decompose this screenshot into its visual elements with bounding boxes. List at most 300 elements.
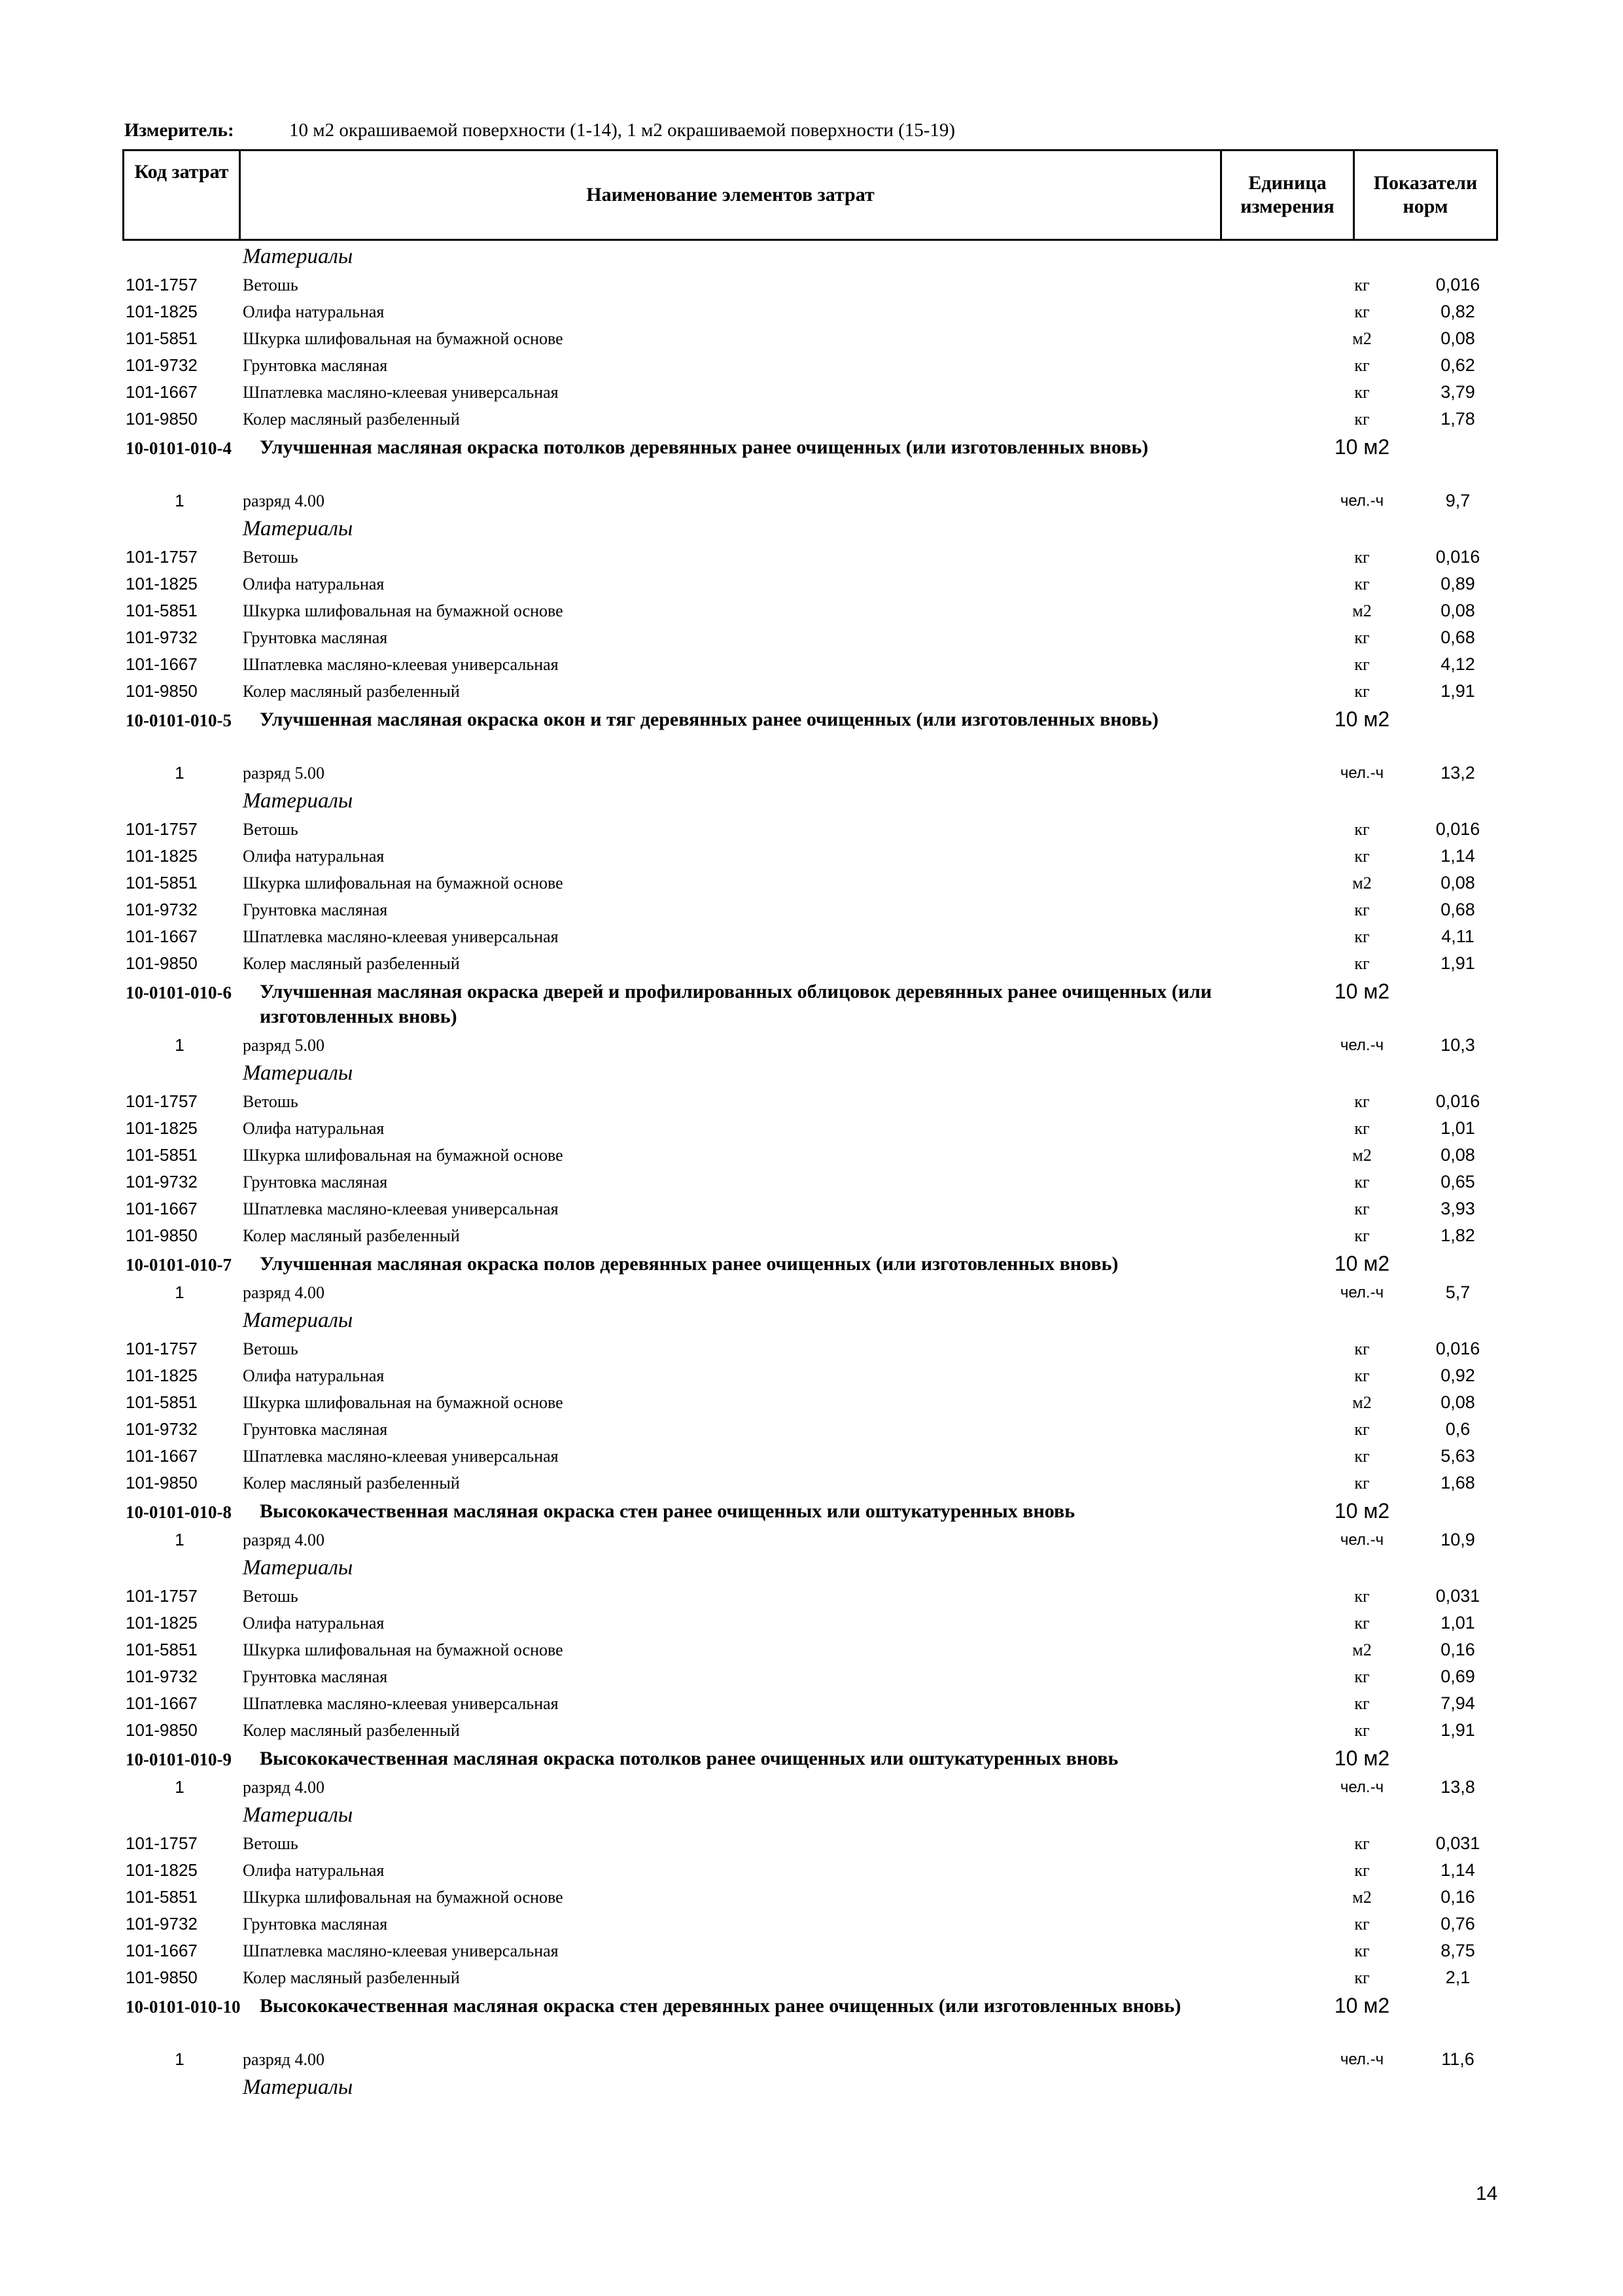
cost-code: 101-1825 (126, 846, 198, 866)
element-name: Шпатлевка масляно-клеевая универсальная (243, 1941, 559, 1960)
cost-code: 101-1667 (126, 382, 198, 402)
material-row (122, 1416, 1498, 1443)
unit-of-measure: кг (1354, 1226, 1370, 1245)
cost-code: 101-1757 (126, 275, 198, 294)
table-header (122, 149, 1498, 241)
material-row (122, 544, 1498, 571)
unit-of-measure: кг (1354, 655, 1370, 674)
unit-of-measure: м2 (1352, 874, 1372, 892)
element-name: разряд 5.00 (243, 764, 324, 783)
norm-value: 1,91 (1440, 681, 1475, 701)
unit-of-measure: кг (1354, 1366, 1370, 1385)
element-name: Шпатлевка масляно-клеевая универсальная (243, 1199, 559, 1218)
material-row (122, 1222, 1498, 1249)
unit-of-measure: 10 м2 (1334, 1994, 1390, 2017)
material-row (122, 1443, 1498, 1470)
norm-value: 0,031 (1435, 1586, 1480, 1606)
unit-of-measure: кг (1354, 1420, 1370, 1439)
unit-of-measure: кг (1354, 383, 1370, 402)
materials-heading-row (122, 2073, 1498, 2102)
element-name: Колер масляный разбеленный (243, 1721, 460, 1740)
material-row (122, 816, 1498, 843)
element-name: Грунтовка масляная (243, 1667, 388, 1686)
element-name: Грунтовка масляная (243, 356, 388, 375)
element-name: Грунтовка масляная (243, 900, 388, 919)
cost-code: 101-5851 (126, 1392, 198, 1412)
unit-of-measure: кг (1354, 954, 1370, 973)
unit-of-measure: кг (1354, 1915, 1370, 1934)
cost-code: 101-9850 (126, 1473, 198, 1492)
unit-of-measure: чел.-ч (1340, 1284, 1384, 1301)
element-name: Колер масляный разбеленный (243, 1474, 460, 1492)
norm-value: 0,69 (1440, 1667, 1475, 1686)
materials-heading: Материалы (243, 789, 353, 813)
material-row (122, 1389, 1498, 1416)
element-name: разряд 4.00 (243, 1283, 324, 1302)
cost-code: 101-5851 (126, 601, 198, 620)
norms-table-body (122, 242, 1498, 2102)
column-header-norm-line1: Показатели (1373, 172, 1478, 194)
materials-heading: Материалы (243, 517, 353, 540)
materials-heading-row (122, 1801, 1498, 1830)
cost-code: 101-1825 (126, 1613, 198, 1633)
labor-rate-row (122, 487, 1498, 514)
unit-of-measure: кг (1354, 1447, 1370, 1466)
cost-code: 101-5851 (126, 873, 198, 892)
norm-value: 0,62 (1440, 355, 1475, 375)
work-item-row (122, 705, 1498, 760)
cost-code: 10-0101-010-8 (126, 1502, 232, 1522)
unit-of-measure: м2 (1352, 1146, 1372, 1165)
cost-code: 10-0101-010-10 (126, 1997, 241, 2017)
element-name: Ветошь (243, 1092, 298, 1111)
cost-code: 101-1757 (126, 1091, 198, 1111)
cost-code: 101-1757 (126, 819, 198, 839)
column-header-norm (1354, 150, 1497, 240)
cost-code: 101-9850 (126, 1968, 198, 1987)
unit-of-measure: кг (1354, 900, 1370, 919)
unit-of-measure: кг (1354, 410, 1370, 429)
cost-code: 1 (175, 2049, 184, 2069)
element-name: разряд 4.00 (243, 491, 324, 510)
materials-heading-row (122, 242, 1498, 272)
materials-heading: Материалы (243, 245, 353, 268)
material-row (122, 1169, 1498, 1195)
cost-code: 1 (175, 1035, 184, 1055)
element-name: Высококачественная масляная окраска потолков ранее очищенных или оштукатуренных вновь (260, 1748, 1119, 1769)
materials-heading-row (122, 1306, 1498, 1335)
unit-of-measure: кг (1354, 1199, 1370, 1218)
materials-heading-row (122, 514, 1498, 544)
cost-code: 101-1757 (126, 1586, 198, 1606)
element-name: Олифа натуральная (243, 1861, 385, 1880)
unit-of-measure: м2 (1352, 1393, 1372, 1412)
element-name: Колер масляный разбеленный (243, 954, 460, 973)
norm-value: 5,7 (1445, 1282, 1471, 1302)
unit-of-measure: кг (1354, 548, 1370, 567)
unit-of-measure: кг (1354, 1092, 1370, 1111)
unit-of-measure: чел.-ч (1340, 1778, 1384, 1796)
unit-of-measure: кг (1354, 1667, 1370, 1686)
norm-value: 0,031 (1435, 1833, 1480, 1853)
element-name: Олифа натуральная (243, 1366, 385, 1385)
cost-code: 101-9850 (126, 409, 198, 429)
unit-of-measure: чел.-ч (1340, 2051, 1384, 2068)
unit-of-measure: чел.-ч (1340, 1036, 1384, 1054)
element-name: разряд 4.00 (243, 2050, 324, 2069)
norm-value: 0,08 (1440, 601, 1475, 620)
unit-of-measure: кг (1354, 1694, 1370, 1713)
material-row (122, 1115, 1498, 1142)
material-row (122, 1911, 1498, 1937)
norm-value: 1,01 (1440, 1613, 1475, 1633)
cost-code: 101-1667 (126, 1693, 198, 1713)
cost-code: 101-1757 (126, 1339, 198, 1358)
materials-heading-row (122, 786, 1498, 816)
material-row (122, 1610, 1498, 1636)
unit-of-measure: чел.-ч (1340, 1531, 1384, 1549)
element-name: Колер масляный разбеленный (243, 1968, 460, 1987)
element-name: Шкурка шлифовальная на бумажной основе (243, 874, 563, 892)
cost-code: 101-9732 (126, 1419, 198, 1439)
material-row (122, 651, 1498, 678)
cost-code: 1 (175, 1530, 184, 1549)
element-name: Улучшенная масляная окраска дверей и профилированных облицовок деревянных ранее очищенных (или изготовленных вновь) (260, 981, 1212, 1027)
work-item-row (122, 977, 1498, 1032)
norm-value: 10,9 (1440, 1530, 1475, 1549)
material-row (122, 1470, 1498, 1496)
cost-code: 101-1825 (126, 1118, 198, 1138)
norm-value: 1,82 (1440, 1226, 1475, 1245)
element-name: Шкурка шлифовальная на бумажной основе (243, 1393, 563, 1412)
element-name: Колер масляный разбеленный (243, 410, 460, 429)
norm-value: 0,92 (1440, 1366, 1475, 1385)
norm-value: 2,1 (1445, 1968, 1471, 1987)
norm-value: 0,89 (1440, 574, 1475, 593)
unit-of-measure: 10 м2 (1334, 435, 1390, 459)
element-name: Шпатлевка масляно-клеевая универсальная (243, 655, 559, 674)
element-name: Ветошь (243, 1587, 298, 1606)
norm-value: 0,6 (1445, 1419, 1471, 1439)
material-row (122, 352, 1498, 379)
work-item-row (122, 1744, 1498, 1774)
norm-value: 3,93 (1440, 1199, 1475, 1218)
cost-code: 101-1825 (126, 302, 198, 321)
element-name: Колер масляный разбеленный (243, 1226, 460, 1245)
cost-code: 101-9850 (126, 681, 198, 701)
element-name: Шкурка шлифовальная на бумажной основе (243, 1146, 563, 1165)
cost-code: 101-9732 (126, 1172, 198, 1192)
measure-header (124, 120, 956, 141)
norm-value: 1,91 (1440, 1720, 1475, 1740)
element-name: Грунтовка масляная (243, 1915, 388, 1934)
norm-value: 0,08 (1440, 1145, 1475, 1165)
material-row (122, 950, 1498, 977)
element-name: Грунтовка масляная (243, 1173, 388, 1192)
norm-value: 0,016 (1435, 819, 1480, 839)
material-row (122, 923, 1498, 950)
unit-of-measure: кг (1354, 1587, 1370, 1606)
material-row (122, 1142, 1498, 1169)
material-row (122, 1717, 1498, 1744)
element-name: Грунтовка масляная (243, 628, 388, 647)
cost-code: 101-9732 (126, 1914, 198, 1934)
norm-value: 4,12 (1440, 654, 1475, 674)
norm-value: 1,68 (1440, 1473, 1475, 1492)
norm-value: 0,08 (1440, 1392, 1475, 1412)
norm-value: 5,63 (1440, 1446, 1475, 1466)
column-header-name: Наименование элементов затрат (240, 150, 1221, 240)
materials-heading: Материалы (243, 1803, 353, 1827)
norm-value: 0,08 (1440, 328, 1475, 348)
material-row (122, 298, 1498, 325)
element-name: Ветошь (243, 1339, 298, 1358)
unit-of-measure: 10 м2 (1334, 1746, 1390, 1770)
element-name: Шпатлевка масляно-клеевая универсальная (243, 383, 559, 402)
material-row (122, 1964, 1498, 1991)
norm-value: 1,78 (1440, 409, 1475, 429)
materials-heading: Материалы (243, 1061, 353, 1085)
norm-value: 0,65 (1440, 1172, 1475, 1192)
material-row (122, 1937, 1498, 1964)
norm-value: 1,14 (1440, 846, 1475, 866)
unit-of-measure: 10 м2 (1334, 707, 1390, 731)
norm-value: 0,68 (1440, 627, 1475, 647)
cost-code: 101-1667 (126, 1446, 198, 1466)
unit-of-measure: кг (1354, 275, 1370, 294)
cost-code: 1 (175, 1282, 184, 1302)
norm-value: 3,79 (1440, 382, 1475, 402)
unit-of-measure: м2 (1352, 1640, 1372, 1659)
norm-value: 4,11 (1441, 927, 1475, 946)
cost-code: 10-0101-010-6 (126, 983, 232, 1002)
labor-rate-row (122, 760, 1498, 786)
cost-code: 101-1667 (126, 927, 198, 946)
element-name: Ветошь (243, 275, 298, 294)
materials-heading: Материалы (243, 1556, 353, 1580)
cost-code: 101-1825 (126, 1366, 198, 1385)
cost-code: 1 (175, 1777, 184, 1797)
element-name: Улучшенная масляная окраска полов деревянных ранее очищенных (или изготовленных вновь) (260, 1253, 1119, 1275)
cost-code: 101-5851 (126, 1145, 198, 1165)
cost-code: 101-5851 (126, 1640, 198, 1659)
column-header-unit-line1: Единица (1248, 172, 1327, 194)
material-row (122, 1195, 1498, 1222)
cost-code: 101-9732 (126, 355, 198, 375)
column-header-unit-line2: измерения (1240, 196, 1335, 217)
materials-heading-row (122, 1553, 1498, 1583)
cost-code: 1 (175, 763, 184, 783)
element-name: Шкурка шлифовальная на бумажной основе (243, 1640, 563, 1659)
cost-code: 101-1667 (126, 1941, 198, 1960)
norm-value: 8,75 (1440, 1941, 1475, 1960)
cost-code: 101-1667 (126, 654, 198, 674)
cost-code: 101-9732 (126, 1667, 198, 1686)
unit-of-measure: кг (1354, 356, 1370, 375)
norm-value: 13,8 (1440, 1777, 1475, 1797)
material-row (122, 678, 1498, 705)
unit-of-measure: чел.-ч (1340, 764, 1384, 782)
element-name: Олифа натуральная (243, 847, 385, 866)
work-item-row (122, 433, 1498, 487)
material-row (122, 624, 1498, 651)
element-name: Ветошь (243, 548, 298, 567)
cost-code: 10-0101-010-5 (126, 711, 232, 730)
labor-rate-row (122, 1527, 1498, 1553)
material-row (122, 896, 1498, 923)
element-name: Улучшенная масляная окраска окон и тяг деревянных ранее очищенных (или изготовленных вновь) (260, 709, 1159, 730)
unit-of-measure: кг (1354, 574, 1370, 593)
norm-value: 13,2 (1440, 763, 1475, 783)
norm-value: 1,91 (1440, 953, 1475, 973)
column-header-norm-line2: норм (1403, 196, 1448, 217)
cost-code: 101-1667 (126, 1199, 198, 1218)
norm-value: 7,94 (1440, 1693, 1475, 1713)
unit-of-measure: кг (1354, 1861, 1370, 1880)
element-name: Ветошь (243, 1834, 298, 1853)
cost-code: 101-9732 (126, 900, 198, 919)
column-header-code: Код затрат (124, 150, 240, 240)
norm-value: 0,016 (1435, 1091, 1480, 1111)
material-row (122, 597, 1498, 624)
unit-of-measure: м2 (1352, 1888, 1372, 1907)
element-name: разряд 4.00 (243, 1530, 324, 1549)
element-name: Колер масляный разбеленный (243, 682, 460, 701)
material-row (122, 379, 1498, 406)
norm-value: 0,016 (1435, 275, 1480, 294)
element-name: Олифа натуральная (243, 1614, 385, 1633)
labor-rate-row (122, 2046, 1498, 2073)
norm-value: 0,68 (1440, 900, 1475, 919)
material-row (122, 1857, 1498, 1884)
unit-of-measure: кг (1354, 1968, 1370, 1987)
element-name: разряд 5.00 (243, 1036, 324, 1055)
unit-of-measure: кг (1354, 1173, 1370, 1192)
unit-of-measure: кг (1354, 682, 1370, 701)
norm-value: 11,6 (1441, 2049, 1475, 2069)
measure-label: Измеритель: (124, 120, 234, 141)
cost-code: 101-5851 (126, 1887, 198, 1907)
cost-code: 10-0101-010-4 (126, 438, 232, 458)
unit-of-measure: кг (1354, 847, 1370, 866)
cost-code: 101-1825 (126, 1860, 198, 1880)
element-name: Олифа натуральная (243, 1119, 385, 1138)
cost-code: 101-9850 (126, 1720, 198, 1740)
work-item-row (122, 1496, 1498, 1527)
measure-value: 10 м2 окрашиваемой поверхности (1-14), 1 м2 окрашиваемой поверхности (15-19) (289, 120, 956, 141)
norm-value: 0,016 (1435, 1339, 1480, 1358)
unit-of-measure: кг (1354, 927, 1370, 946)
unit-of-measure: 10 м2 (1334, 1252, 1390, 1275)
unit-of-measure: кг (1354, 1834, 1370, 1853)
material-row (122, 1830, 1498, 1857)
unit-of-measure: кг (1354, 1941, 1370, 1960)
unit-of-measure: чел.-ч (1340, 492, 1384, 510)
element-name: Олифа натуральная (243, 574, 385, 593)
norm-value: 0,16 (1440, 1640, 1475, 1659)
norm-value: 0,76 (1440, 1914, 1475, 1934)
cost-code: 1 (175, 491, 184, 510)
element-name: Олифа натуральная (243, 302, 385, 321)
material-row (122, 272, 1498, 298)
norm-value: 0,82 (1440, 302, 1475, 321)
labor-rate-row (122, 1279, 1498, 1306)
page-number: 14 (1476, 2183, 1498, 2204)
material-row (122, 406, 1498, 433)
norm-value: 1,14 (1440, 1860, 1475, 1880)
material-row (122, 1088, 1498, 1115)
element-name: разряд 4.00 (243, 1778, 324, 1797)
norm-value: 1,01 (1440, 1118, 1475, 1138)
norm-value: 0,016 (1435, 547, 1480, 567)
unit-of-measure: кг (1354, 1339, 1370, 1358)
norm-value: 9,7 (1445, 491, 1471, 510)
unit-of-measure: кг (1354, 1474, 1370, 1492)
unit-of-measure: кг (1354, 302, 1370, 321)
norm-value: 0,08 (1440, 873, 1475, 892)
element-name: Шпатлевка масляно-клеевая универсальная (243, 1447, 559, 1466)
cost-code: 101-1757 (126, 1833, 198, 1853)
unit-of-measure: 10 м2 (1334, 980, 1390, 1003)
materials-heading: Материалы (243, 2075, 353, 2099)
cost-code: 101-1825 (126, 574, 198, 593)
element-name: Шпатлевка масляно-клеевая универсальная (243, 1694, 559, 1713)
element-name: Грунтовка масляная (243, 1420, 388, 1439)
labor-rate-row (122, 1032, 1498, 1059)
element-name: Шпатлевка масляно-клеевая универсальная (243, 927, 559, 946)
element-name: Ветошь (243, 820, 298, 839)
work-item-row (122, 1249, 1498, 1279)
cost-code: 10-0101-010-9 (126, 1750, 232, 1769)
material-row (122, 571, 1498, 597)
cost-code: 101-5851 (126, 328, 198, 348)
material-row (122, 1663, 1498, 1690)
materials-heading: Материалы (243, 1309, 353, 1332)
unit-of-measure: кг (1354, 1614, 1370, 1633)
material-row (122, 843, 1498, 870)
cost-code: 10-0101-010-7 (126, 1255, 232, 1275)
element-name: Шкурка шлифовальная на бумажной основе (243, 329, 563, 348)
cost-code: 101-9732 (126, 627, 198, 647)
element-name: Высококачественная масляная окраска стен деревянных ранее очищенных (или изготовленных вновь) (260, 1995, 1181, 2017)
materials-heading-row (122, 1059, 1498, 1088)
element-name: Шкурка шлифовальная на бумажной основе (243, 1888, 563, 1907)
material-row (122, 1690, 1498, 1717)
norm-value: 0,16 (1440, 1887, 1475, 1907)
cost-code: 101-1757 (126, 547, 198, 567)
unit-of-measure: 10 м2 (1334, 1499, 1390, 1523)
cost-code: 101-9850 (126, 1226, 198, 1245)
cost-code: 101-9850 (126, 953, 198, 973)
material-row (122, 1636, 1498, 1663)
element-name: Шкурка шлифовальная на бумажной основе (243, 601, 563, 620)
work-item-row (122, 1991, 1498, 2046)
material-row (122, 1362, 1498, 1389)
material-row (122, 1583, 1498, 1610)
element-name: Высококачественная масляная окраска стен ранее очищенных или оштукатуренных вновь (260, 1500, 1075, 1522)
unit-of-measure: м2 (1352, 329, 1372, 348)
unit-of-measure: кг (1354, 628, 1370, 647)
labor-rate-row (122, 1774, 1498, 1801)
material-row (122, 325, 1498, 352)
column-header-unit (1221, 150, 1354, 240)
unit-of-measure: кг (1354, 1119, 1370, 1138)
material-row (122, 1335, 1498, 1362)
unit-of-measure: м2 (1352, 601, 1372, 620)
material-row (122, 1884, 1498, 1911)
material-row (122, 870, 1498, 896)
element-name: Улучшенная масляная окраска потолков деревянных ранее очищенных (или изготовленных вновь) (260, 436, 1149, 458)
